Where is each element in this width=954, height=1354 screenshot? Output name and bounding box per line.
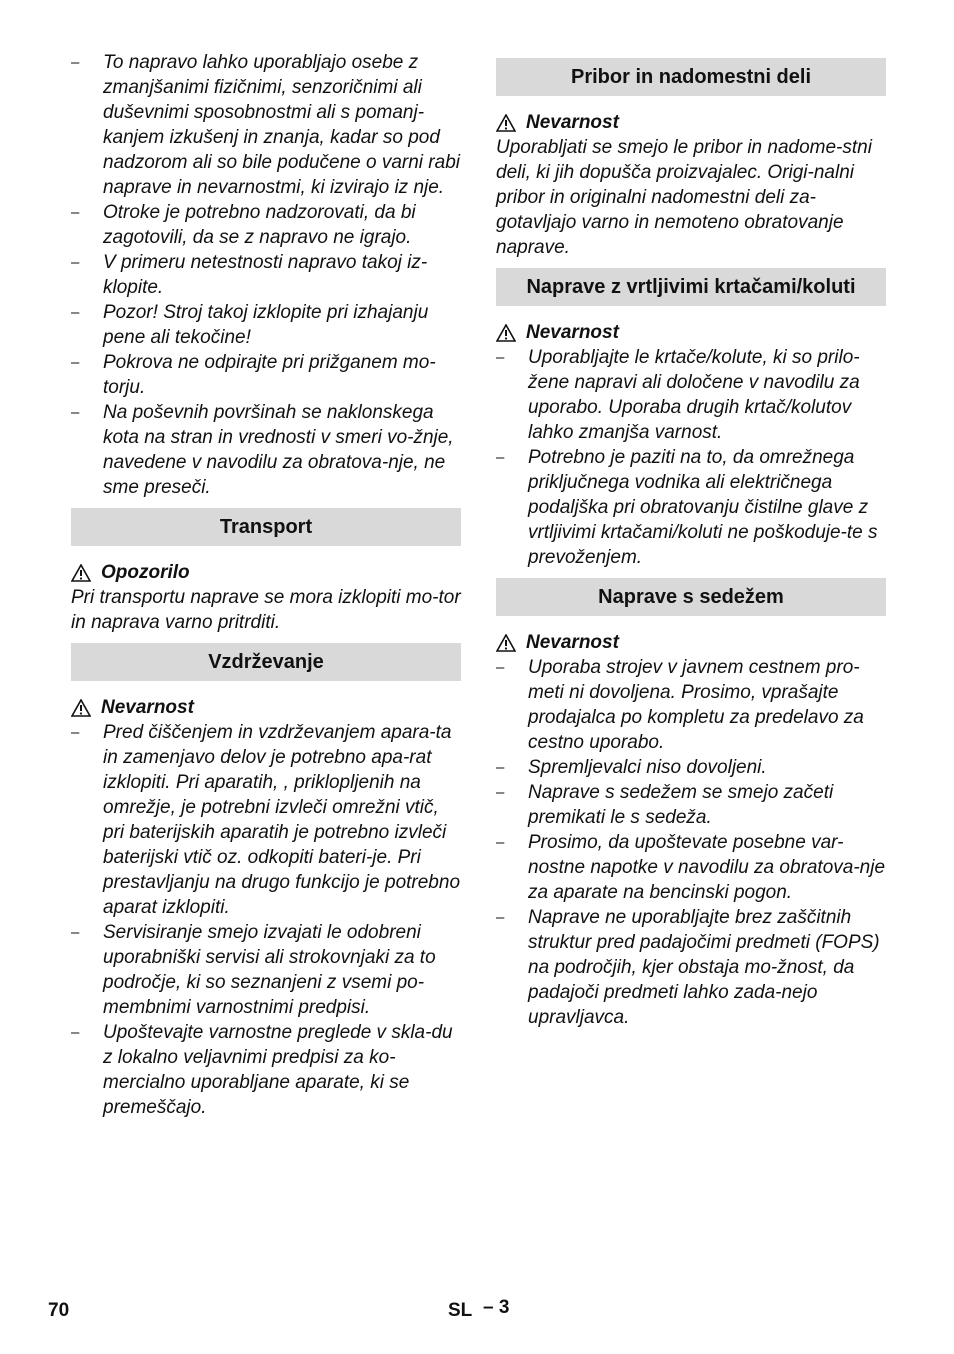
list-item: – Uporabljajte le krtače/kolute, ki so prilo-žene napravi ali določene v navodilu za uporabo. Uporaba drugih krtač/kolutov lahko zmanjša varnost. (496, 347, 860, 443)
warning-label: Opozorilo (71, 560, 461, 585)
list-item: – Potrebno je paziti na to, da omrežnega priključnega vodnika ali električnega podaljška pri obratovanju čistilne glave z vrtljivimi krtačami/koluti ne poškoduje-te s prevoženjem. (496, 447, 878, 568)
list-item: – Pokrova ne odpirajte pri prižganem mo-torju. (71, 352, 436, 398)
list-item: – V primeru netestnosti napravo takoj iz-klopite. (71, 252, 428, 298)
list-item: – Na poševnih površinah se naklonskega kota na stran in vrednosti v smeri vo-žnje, navedene v navodilu za obratova-nje, ne sme preseči. (71, 402, 454, 498)
section-heading-maintenance: Vzdrževanje (71, 643, 461, 681)
warning-triangle-icon (496, 324, 516, 342)
section-heading-seats: Naprave s sedežem (496, 578, 886, 616)
warning-label: Nevarnost (496, 630, 886, 655)
list-item: – Pozor! Stroj takoj izklopite pri izhajanju pene ali tekočine! (71, 302, 429, 348)
list-item: – Spremljevalci niso dovoljeni. (496, 757, 767, 778)
list-item: – Pred čiščenjem in vzdrževanjem apara-ta in zamenjavo delov je potrebno apa-rat izklopiti. Pri aparatih, , priklopljenih na omrežje, je potrebni izvleči omrežni vtič, pri baterijskih aparatih je potrebno izvleči baterijski vtič oz. odkopiti bateri-je. Pri prestavljanju na drugo funkcijo je potrebno aparat izklopiti. (71, 722, 461, 918)
page-number: 70 (48, 1300, 70, 1321)
warning-triangle-icon (496, 114, 516, 132)
section-heading-brushes: Naprave z vrtljivimi krtačami/koluti (496, 268, 886, 306)
transport-text: Pri transportu naprave se mora izklopiti mo-tor in naprava varno pritrditi. (71, 587, 461, 633)
list-item: – Otroke je potrebno nadzorovati, da bi zagotovili, da se z napravo ne igrajo. (71, 202, 416, 248)
warning-triangle-icon (71, 699, 91, 717)
section-page: – 3 (483, 1297, 510, 1318)
accessories-text: Uporabljati se smejo le pribor in nadome-stni deli, ki jih dopušča proizvajalec. Origi-nalni pribor in originalni nadomestni deli za-gotavljajo varno in nemoteno obratovanje naprave. (496, 137, 872, 258)
warning-label: Nevarnost (496, 320, 886, 345)
warning-triangle-icon (71, 564, 91, 582)
right-column (496, 50, 886, 1030)
left-column (71, 50, 461, 1120)
warning-label: Nevarnost (496, 110, 886, 135)
language-code: SL (448, 1300, 473, 1321)
maintenance-list (71, 720, 461, 1120)
list-item: – Uporaba strojev v javnem cestnem pro-meti ni dovoljena. Prosimo, vprašajte prodajalca po kompletu za predelavo za cestno uporabo. (496, 657, 864, 753)
brushes-list (496, 345, 886, 570)
section-heading-accessories: Pribor in nadomestni deli (496, 58, 886, 96)
list-item: – Naprave ne uporabljajte brez zaščitnih struktur pred padajočimi predmeti (FOPS) na področjih, kjer obstaja mo-žnost, da padajoči predmeti lahko zada-nejo upravljavca. (496, 907, 880, 1028)
list-item: – To napravo lahko uporabljajo osebe z zmanjšanimi fizičnimi, senzoričnimi ali duševnimi sposobnostmi ali s pomanj-kanjem izkušenj in znanja, kadar so pod nadzorom ali so bile podučene o varni rabi naprave in nevarnostmi, ki izvirajo iz nje. (71, 52, 460, 198)
seats-list (496, 655, 886, 1030)
warning-triangle-icon (496, 634, 516, 652)
list-item: – Naprave s sedežem se smejo začeti premikati le s sedeža. (496, 782, 834, 828)
warning-label: Nevarnost (71, 695, 461, 720)
intro-list (71, 50, 461, 500)
list-item: – Servisiranje smejo izvajati le odobreni uporabniški servisi ali strokovnjaki za to področje, ki so seznanjeni z vsemi po-membnimi varnostnimi predpisi. (71, 922, 436, 1018)
section-heading-transport: Transport (71, 508, 461, 546)
list-item: – Prosimo, da upoštevate posebne var-nostne napotke v navodilu za obratova-nje za aparate na bencinski pogon. (496, 832, 886, 903)
list-item: – Upoštevajte varnostne preglede v skla-du z lokalno veljavnimi predpisi za ko-mercialno uporabljane aparate, ki se premeščajo. (71, 1022, 453, 1118)
